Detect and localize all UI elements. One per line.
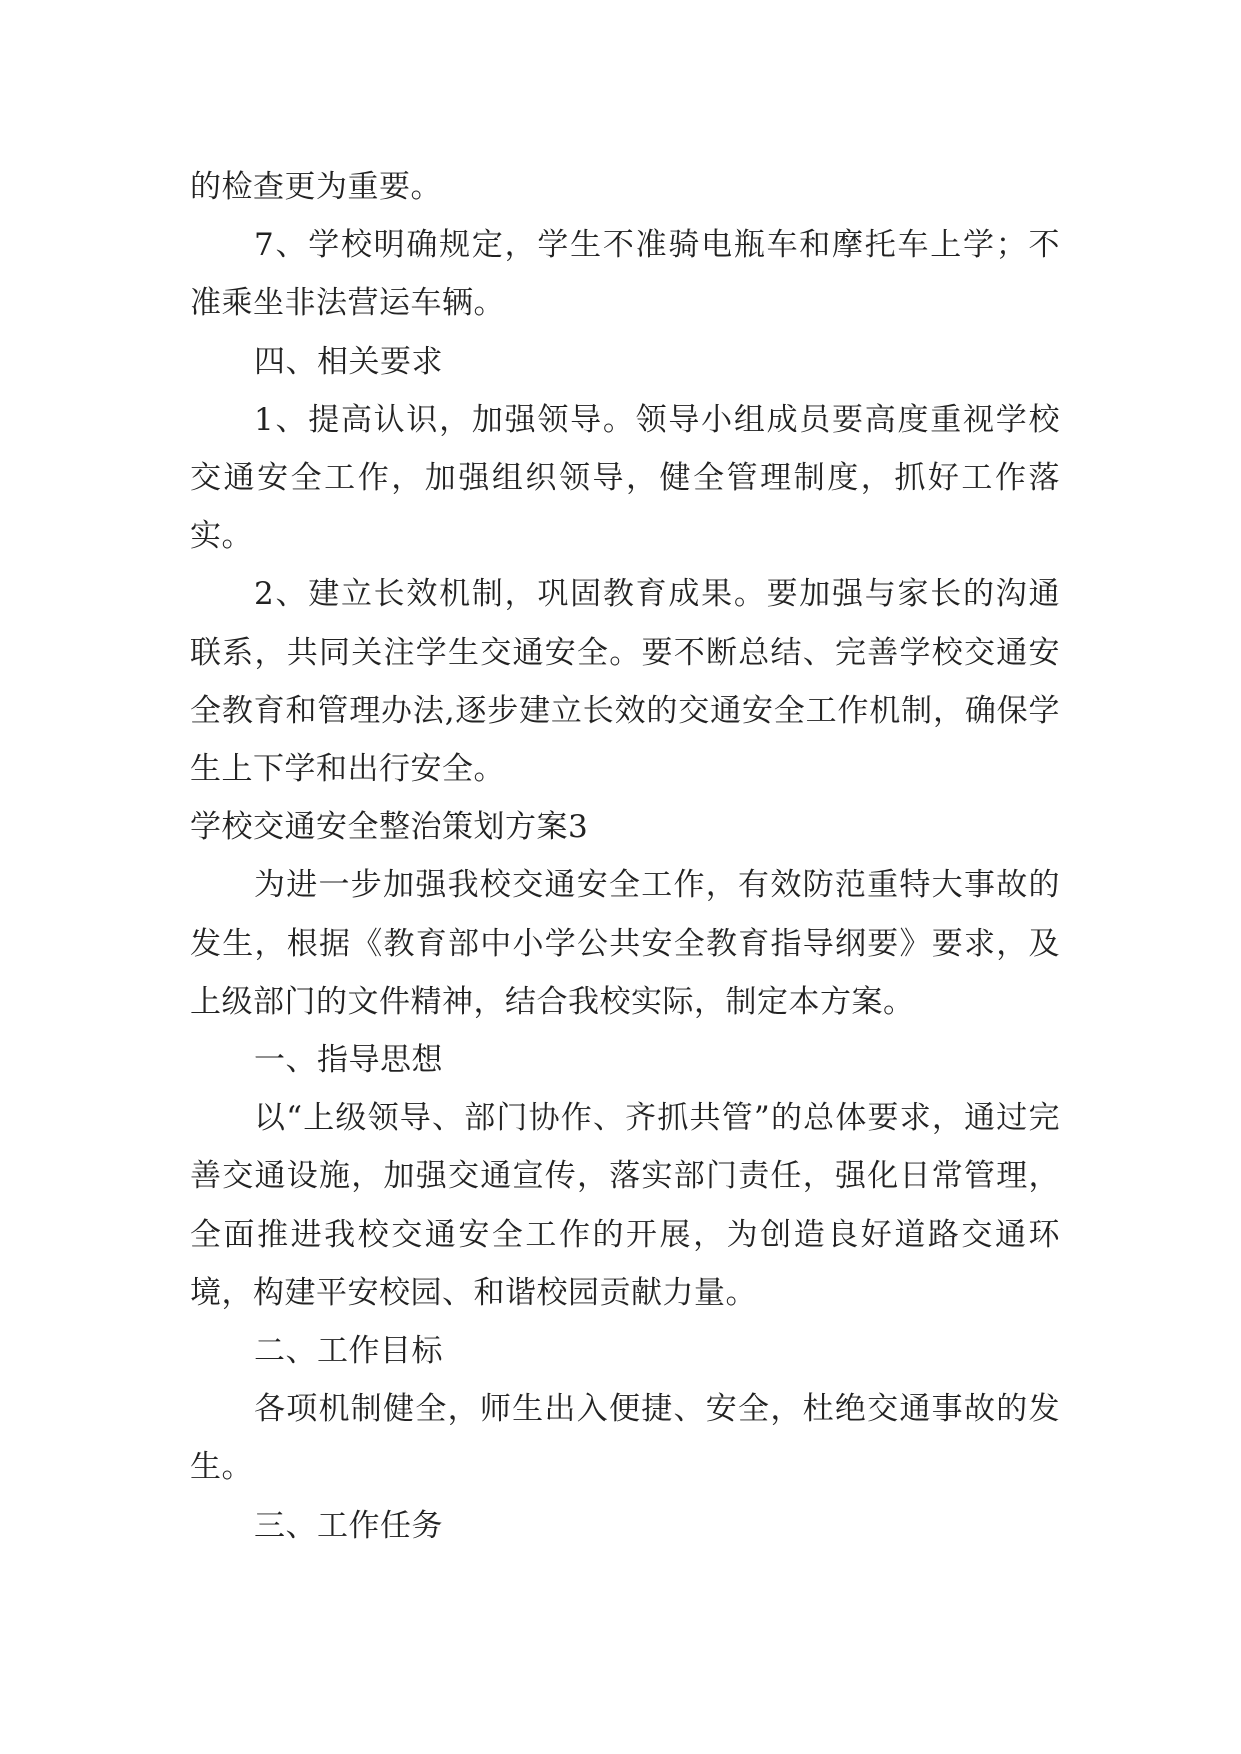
paragraph-goals: 各项机制健全，师生出入便捷、安全，杜绝交通事故的发生。 (190, 1391, 1060, 1486)
section-heading-goals: 二、工作目标 (254, 1333, 443, 1370)
section-heading-tasks: 三、工作任务 (254, 1507, 443, 1544)
section-heading-requirements: 四、相关要求 (254, 343, 443, 380)
document-body (190, 158, 1060, 1555)
paragraph-requirement-1: 1、提高认识，加强领导。领导小组成员要高度重视学校交通安全工作，加强组织领导，健全管理制度，抓好工作落实。 (190, 401, 1060, 555)
paragraph-item-7: 7、学校明确规定，学生不准骑电瓶车和摩托车上学；不准乘坐非法营运车辆。 (190, 227, 1060, 322)
section-heading-guiding-thought: 一、指导思想 (254, 1042, 443, 1079)
paragraph-guiding-thought: 以“上级领导、部门协作、齐抓共管”的总体要求，通过完善交通设施，加强交通宣传，落实部门责任，强化日常管理，全面推进我校交通安全工作的开展，为创造良好道路交通环境，构建平安校园、和谐校园贡献力量。 (190, 1100, 1060, 1311)
paragraph-intro: 为进一步加强我校交通安全工作，有效防范重特大事故的发生，根据《教育部中小学公共安全教育指导纲要》要求，及上级部门的文件精神，结合我校实际，制定本方案。 (190, 867, 1060, 1020)
paragraph-requirement-2: 2、建立长效机制，巩固教育成果。要加强与家长的沟通联系，共同关注学生交通安全。要不断总结、完善学校交通安全教育和管理办法,逐步建立长效的交通安全工作机制，确保学生上下学和出行安全。 (190, 576, 1060, 788)
document-subtitle: 学校交通安全整治策划方案3 (190, 809, 589, 846)
paragraph-continuation: 的检查更为重要。 (190, 169, 442, 205)
